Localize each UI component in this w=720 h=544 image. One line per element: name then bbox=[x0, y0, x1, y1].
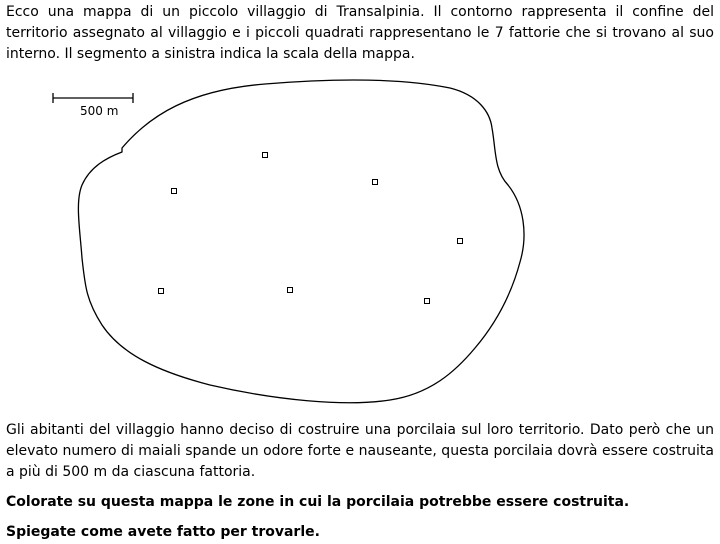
intro-paragraph: Ecco una mappa di un piccolo villaggio di Transalpinia. Il contorno rappresenta il confine del territorio assegnato al villaggio e i piccoli quadrati rappresentano le 7 fattorie che si trovano al suo interno. Il segmento a sinistra indica la scala della mappa. bbox=[6, 4, 714, 62]
farm-marker bbox=[159, 289, 164, 294]
task-paragraph: Gli abitanti del villaggio hanno deciso di costruire una porcilaia sul loro territorio. Dato però che un elevato numero di maiali spande un odore forte e nauseante, questa porcilaia dovrà essere costruita a più di 500 m da ciascuna fattoria. bbox=[6, 422, 714, 480]
scale-label: 500 m bbox=[80, 104, 119, 118]
farm-marker bbox=[458, 239, 463, 244]
instruction-explain: Spiegate come avete fatto per trovarle. bbox=[6, 524, 320, 540]
farm-marker bbox=[172, 189, 177, 194]
farm-marker bbox=[373, 180, 378, 185]
farm-marker bbox=[425, 299, 430, 304]
instruction-color-zones: Colorate su questa mappa le zone in cui la porcilaia potrebbe essere costruita. bbox=[6, 494, 630, 510]
farm-marker bbox=[263, 153, 268, 158]
farm-marker bbox=[288, 288, 293, 293]
farms bbox=[159, 153, 463, 304]
scale-bar bbox=[53, 93, 133, 118]
